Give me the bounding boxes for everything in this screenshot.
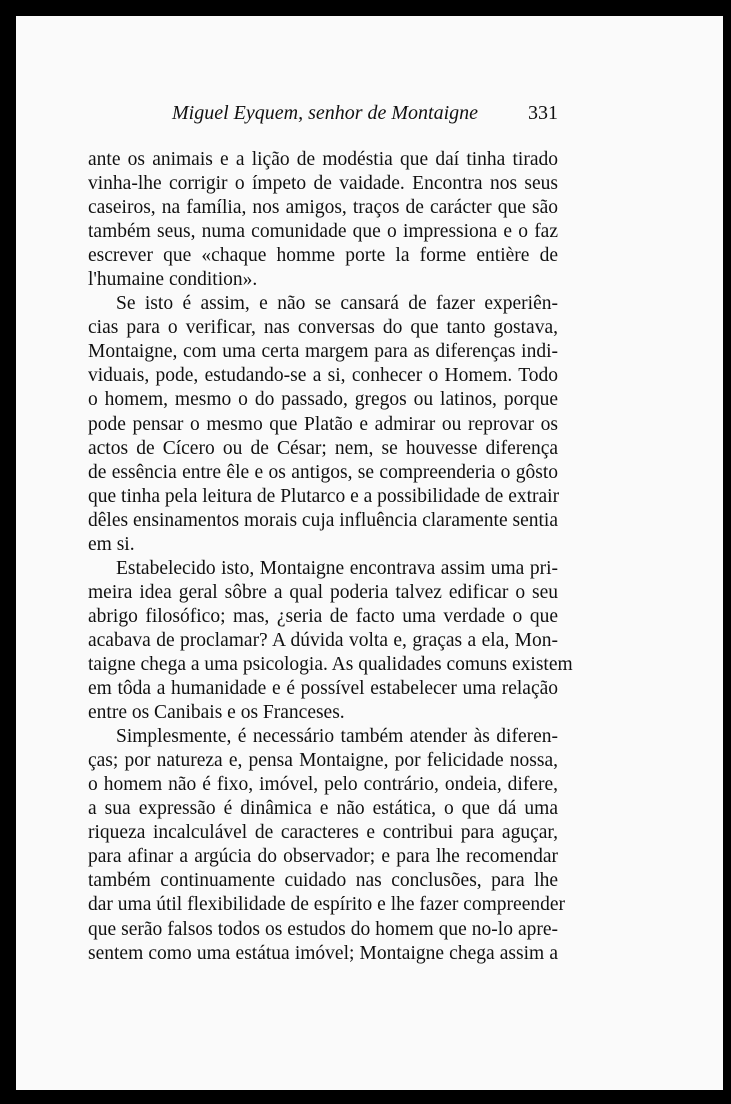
paragraph bbox=[88, 292, 558, 557]
text-line: viduais, pode, estudando-se a si, conhecer o Homem. Todo bbox=[88, 365, 558, 387]
paragraph bbox=[88, 725, 565, 965]
text-line: abrigo filosófico; mas, ¿seria de facto uma verdade o que bbox=[88, 605, 558, 627]
text-line: em si. bbox=[88, 533, 135, 555]
text-line: Montaigne, com uma certa margem para as diferenças indi- bbox=[88, 341, 558, 363]
text-line: caseiros, na família, nos amigos, traços de carácter que são bbox=[88, 197, 558, 219]
text-line: sentem como uma estátua imóvel; Montaigne chega assim a bbox=[88, 942, 558, 964]
text-line: ças; por natureza e, pensa Montaigne, por felicidade nossa, bbox=[88, 750, 558, 772]
page-header bbox=[16, 102, 723, 128]
text-line: que serão falsos todos os estudos do homem que no-lo apre- bbox=[88, 918, 558, 940]
text-line: o homem, mesmo o do passado, gregos ou latinos, porque bbox=[88, 389, 558, 411]
text-line: riqueza incalculável de caracteres e contribui para aguçar, bbox=[88, 822, 558, 844]
page-number: 331 bbox=[528, 102, 558, 124]
text-line: a sua expressão é dinâmica e não estática, o que dá uma bbox=[88, 798, 558, 820]
text-line: vinha-lhe corrigir o ímpeto de vaidade. Encontra nos seus bbox=[88, 173, 558, 195]
text-line: que tinha pela leitura de Plutarco e a possibilidade de extrair bbox=[88, 485, 560, 507]
running-title: Miguel Eyquem, senhor de Montaigne bbox=[172, 102, 479, 124]
text-line: também continuamente cuidado nas conclusões, para lhe bbox=[88, 870, 558, 892]
text-line: acabava de proclamar? A dúvida volta e, graças a ela, Mon- bbox=[88, 629, 558, 651]
text-line: meira idea geral sôbre a qual poderia talvez edificar o seu bbox=[88, 581, 558, 603]
text-line: escrever que «chaque homme porte la forme entière de bbox=[88, 245, 558, 267]
paragraph bbox=[88, 557, 573, 725]
text-line: actos de Cícero ou de César; nem, se houvesse diferença bbox=[88, 437, 558, 459]
text-line: de essência entre êle e os antigos, se compreenderia o gôsto bbox=[88, 461, 558, 483]
paragraph bbox=[88, 148, 558, 292]
text-line: entre os Canibais e os Franceses. bbox=[88, 702, 345, 724]
text-line: também seus, numa comunidade que o impressiona e o faz bbox=[88, 221, 558, 243]
text-line: cias para o verificar, nas conversas do que tanto gostava, bbox=[88, 317, 558, 339]
text-line: pode pensar o mesmo que Platão e admirar ou reprovar os bbox=[88, 413, 558, 435]
text-line: ante os animais e a lição de modéstia que daí tinha tirado bbox=[88, 149, 558, 170]
text-line: Se isto é assim, e não se cansará de fazer experiên- bbox=[116, 293, 558, 315]
text-line: Simplesmente, é necessário também atender às diferen- bbox=[116, 726, 558, 748]
body-text bbox=[88, 148, 573, 966]
book-page bbox=[16, 16, 723, 1090]
text-line: em tôda a humanidade e é possível estabelecer uma relação bbox=[88, 678, 558, 700]
text-line: l'humaine condition». bbox=[88, 269, 258, 291]
text-line: dêles ensinamentos morais cuja influência claramente sentia bbox=[88, 509, 558, 531]
text-line: dar uma útil flexibilidade de espírito e lhe fazer compreender bbox=[88, 894, 565, 916]
text-line: taigne chega a uma psicologia. As qualidades comuns existem bbox=[88, 653, 573, 675]
text-line: o homem não é fixo, imóvel, pelo contrário, ondeia, difere, bbox=[88, 774, 558, 796]
text-line: para afinar a argúcia do observador; e para lhe recomendar bbox=[88, 846, 558, 868]
text-line: Estabelecido isto, Montaigne encontrava assim uma pri- bbox=[116, 557, 558, 579]
